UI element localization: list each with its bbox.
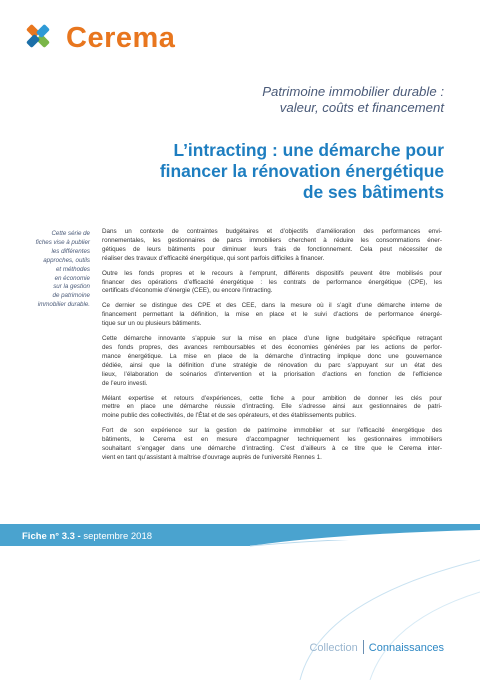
text-line: des fonds propres, des avances remboursables et des économies générées par les actions de perfor-	[102, 343, 442, 351]
text-line: mettre en place une démarche réussie d’intracting. Elle s’adresse ainsi aux gestionnaires de patri-	[102, 403, 442, 411]
collection-prefix: Collection	[309, 642, 358, 654]
text-line: Cette démarche innovante s’appuie sur la mise en place d’une ligne budgétaire spécifique retraçant	[102, 335, 442, 343]
sidebar-note-line: fiches vise à publier	[35, 238, 90, 246]
paragraph	[102, 228, 442, 264]
text-line: financer des opérations d’efficacité énergétique : les contrats de performance énergétique (CPE), les	[102, 278, 442, 286]
page-title	[104, 140, 444, 203]
paragraph	[102, 270, 442, 297]
page-title-line: L’intracting : une démarche pour	[173, 140, 444, 160]
sidebar-note-line: en économie	[54, 274, 90, 282]
text-line: réaliser des travaux d’efficacité énergétique, qui sont parfois difficiles à financer.	[102, 254, 325, 262]
page-title-line: de ses bâtiments	[302, 182, 444, 202]
series-title-line: Patrimoine immobilier durable :	[262, 84, 444, 99]
decorative-curves	[0, 540, 480, 680]
body-text	[102, 228, 442, 469]
paragraph	[102, 335, 442, 388]
cerema-logo-text: Cerema	[66, 22, 176, 54]
sidebar-note-line: Cette série de	[51, 230, 90, 237]
text-line: ronnementales, les gestionnaires de parcs immobiliers cherchent à réduire les consommations éner-	[102, 236, 442, 244]
sidebar-note	[22, 230, 90, 310]
series-title-line: valeur, coûts et financement	[279, 100, 444, 115]
sidebar-note-line: immobilier durable.	[37, 301, 90, 309]
text-line: lieux, l’élaboration de scénarios d’intervention et la priorisation d’actions en fonction de l’efficience	[102, 370, 442, 378]
page-title-line: financer la rénovation énergétique	[159, 161, 444, 181]
collection-name: Connaissances	[368, 642, 444, 654]
cerema-logo-mark-icon	[18, 16, 58, 56]
paragraph	[102, 395, 442, 422]
text-line: dédiée, ainsi que la définition d’une stratégie de rénovation du parc s’appuyant sur un état des	[102, 361, 442, 369]
text-line: moine public des collectivités, de l’État et de ses opérateurs, et des établissements publics.	[102, 412, 357, 420]
text-line: mance énergétique. La mise en place de la démarche d’intracting implique donc une gouvernance	[102, 352, 442, 360]
text-line: Dans un contexte de contraintes budgétaires et d’objectifs d’amélioration des performances envi-	[102, 228, 442, 235]
collection-divider	[363, 640, 364, 654]
text-line: Fort de son expérience sur la gestion de patrimoine immobilier et sur l’efficacité énergétique des	[102, 427, 442, 435]
sidebar-note-line: les différentes	[51, 247, 90, 255]
text-line: Mélant expertise et retours d’expériences, cette fiche a pour ambition de donner les clés pour	[102, 394, 442, 402]
sidebar-note-line: et méthodes	[55, 265, 90, 273]
text-line: certificats d’économie d’énergie (CEE), ou encore l’intracting.	[102, 287, 273, 295]
text-line: Ce dernier se distingue des CPE et des CEE, dans la mesure où il s’agit d’une démarche interne de	[102, 302, 442, 310]
collection-label	[309, 640, 444, 654]
series-title	[184, 84, 444, 116]
fiche-number: Fiche n° 3.3	[22, 531, 75, 542]
text-line: souhaitant s’engager dans une démarche d’intracting. C’est d’ailleurs à ce titre que le Cerema inter-	[102, 445, 442, 453]
text-line: financement permettant la définition, la mise en place et le suivi d’actions de performance énergé-	[102, 311, 442, 319]
paragraph	[102, 302, 442, 329]
paragraph	[102, 427, 442, 463]
text-line: tique sur un ou plusieurs bâtiments.	[102, 320, 202, 328]
fiche-separator: -	[74, 531, 84, 542]
sidebar-note-line: de patrimoine	[52, 292, 90, 300]
text-line: bâtiments, le Cerema est en mesure d’accompagner techniquement les gestionnaires immobiliers	[102, 436, 442, 444]
text-line: Outre les fonds propres et le recours à l’emprunt, différents dispositifs peuvent être mobilisés pour	[102, 269, 442, 277]
sidebar-note-line: approches, outils	[43, 256, 90, 264]
sidebar-note-line: sur la gestion	[53, 283, 90, 291]
text-line: gétiques de leurs bâtiments pour diminuer leurs frais de fonctionnement. Cela peut nécessiter de	[102, 245, 442, 253]
text-line: de l’euro investi.	[102, 379, 148, 387]
text-line: vient en tant qu’assistant à maîtrise d’ouvrage auprès de l’université Rennes 1.	[102, 453, 322, 461]
cerema-logo	[18, 16, 178, 60]
fiche-date: septembre 2018	[83, 531, 153, 542]
